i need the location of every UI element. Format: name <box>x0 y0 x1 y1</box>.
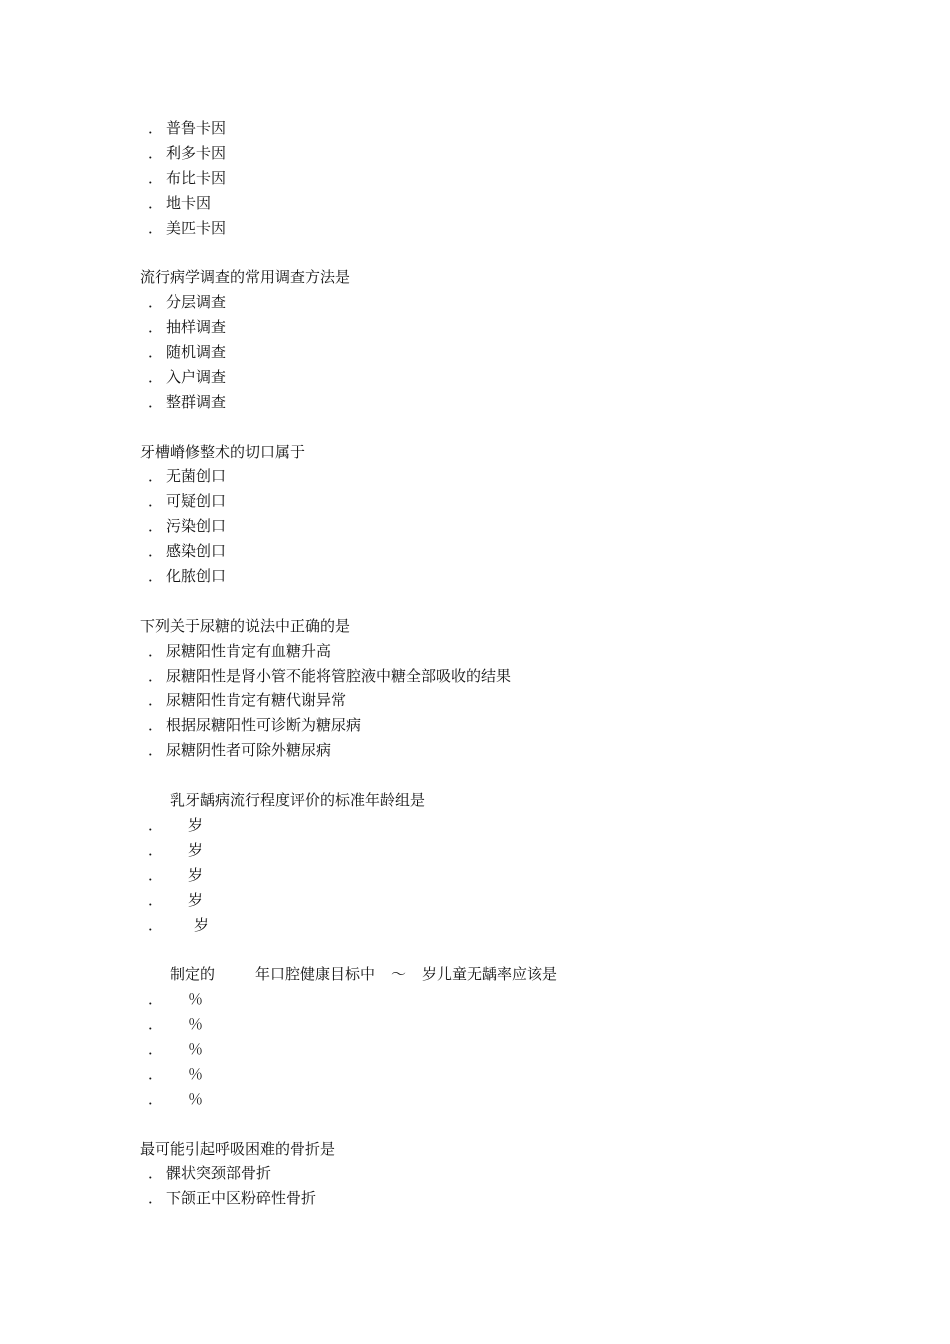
option-marker: ． <box>148 343 164 362</box>
option-item <box>140 216 840 241</box>
option-marker: ． <box>148 392 164 411</box>
spacer <box>140 240 840 265</box>
option-marker: ． <box>148 815 164 834</box>
option-text: 尿糖阳性肯定有血糖升高 <box>166 641 332 660</box>
option-marker: ． <box>148 691 164 710</box>
option-item <box>140 365 840 390</box>
option-marker: ． <box>148 1015 164 1034</box>
question-block <box>140 962 840 1111</box>
question-stem: 乳牙龋病流行程度评价的标准年龄组是 <box>170 791 426 810</box>
option-text: 岁 <box>194 915 210 934</box>
option-item <box>140 1186 840 1211</box>
option-item <box>140 1037 840 1062</box>
option-text: 普鲁卡因 <box>166 119 227 137</box>
option-item <box>140 1087 840 1112</box>
option-item <box>140 290 840 315</box>
option-marker: ． <box>148 119 164 137</box>
question-stem: 最可能引起呼吸困难的骨折是 <box>140 1139 336 1158</box>
spacer <box>140 589 840 614</box>
option-text: ％ <box>188 990 204 1009</box>
option-item <box>140 987 840 1012</box>
option-text: 尿糖阳性肯定有糖代谢异常 <box>166 691 347 710</box>
option-marker: ． <box>148 218 164 237</box>
option-text: 美匹卡因 <box>166 218 227 237</box>
option-item <box>140 1012 840 1037</box>
question-block <box>140 788 840 937</box>
option-text: 尿糖阳性是肾小管不能将管腔液中糖全部吸收的结果 <box>166 666 512 685</box>
option-marker: ． <box>148 542 164 561</box>
option-item <box>140 639 840 664</box>
question-block <box>140 440 840 589</box>
option-marker: ． <box>148 318 164 337</box>
option-text: 岁 <box>188 815 204 834</box>
option-text: ％ <box>188 1089 204 1108</box>
option-item <box>140 315 840 340</box>
option-item <box>140 1062 840 1087</box>
option-item <box>140 738 840 763</box>
stem-part: 岁儿童无龋率应该是 <box>422 965 558 984</box>
option-marker: ． <box>148 168 164 187</box>
option-text: 感染创口 <box>166 542 227 561</box>
option-text: ％ <box>188 1064 204 1083</box>
option-marker: ． <box>148 492 164 511</box>
option-text: 尿糖阴性者可除外糖尿病 <box>166 741 332 760</box>
question-block <box>140 1137 840 1212</box>
stem-part: 制定的 <box>170 965 216 984</box>
option-item <box>140 838 840 863</box>
spacer <box>140 937 840 962</box>
option-marker: ． <box>148 367 164 386</box>
option-item <box>140 116 840 141</box>
option-marker: ． <box>148 641 164 660</box>
question-list <box>140 116 840 1211</box>
option-text: 下颌正中区粉碎性骨折 <box>166 1189 317 1208</box>
option-marker: ． <box>148 143 164 162</box>
option-item <box>140 514 840 539</box>
option-marker: ． <box>148 990 164 1009</box>
option-item <box>140 863 840 888</box>
option-text: 岁 <box>188 865 204 884</box>
option-marker: ． <box>148 1064 164 1083</box>
option-marker: ． <box>148 1164 164 1183</box>
option-marker: ． <box>148 865 164 884</box>
option-text: 岁 <box>188 890 204 909</box>
option-item <box>140 166 840 191</box>
option-marker: ． <box>148 1189 164 1208</box>
option-text: 整群调查 <box>166 392 227 411</box>
option-item <box>140 141 840 166</box>
option-item <box>140 539 840 564</box>
option-marker: ． <box>148 716 164 735</box>
option-marker: ． <box>148 741 164 760</box>
option-marker: ． <box>148 467 164 486</box>
option-item <box>140 688 840 713</box>
option-item <box>140 813 840 838</box>
option-item <box>140 464 840 489</box>
stem-part: ～ <box>391 965 407 984</box>
option-item <box>140 390 840 415</box>
option-text: 根据尿糖阳性可诊断为糖尿病 <box>166 716 362 735</box>
question-stem: 流行病学调查的常用调查方法是 <box>140 268 351 287</box>
question-stem <box>140 962 840 987</box>
option-text: 可疑创口 <box>166 492 227 511</box>
question-block <box>140 116 840 240</box>
option-item <box>140 191 840 216</box>
stem-part: 年口腔健康目标中 <box>255 965 376 984</box>
option-marker: ． <box>148 666 164 685</box>
option-text: 分层调查 <box>166 293 227 312</box>
option-text: 污染创口 <box>166 517 227 536</box>
option-text: 无菌创口 <box>166 467 227 486</box>
option-text: 地卡因 <box>166 193 212 212</box>
spacer <box>140 415 840 440</box>
option-text: 化脓创口 <box>166 567 227 586</box>
option-text: ％ <box>188 1015 204 1034</box>
option-text: ％ <box>188 1039 204 1058</box>
option-text: 利多卡因 <box>166 143 227 162</box>
option-text: 髁状突颈部骨折 <box>166 1164 272 1183</box>
question-stem: 下列关于尿糖的说法中正确的是 <box>140 616 351 635</box>
question-stem: 牙槽嵴修整术的切口属于 <box>140 442 306 461</box>
option-marker: ． <box>148 915 164 934</box>
option-item <box>140 713 840 738</box>
option-marker: ． <box>148 517 164 536</box>
option-marker: ． <box>148 840 164 859</box>
option-marker: ． <box>148 890 164 909</box>
spacer <box>140 763 840 788</box>
option-item <box>140 913 840 938</box>
option-text: 抽样调查 <box>166 318 227 337</box>
question-block <box>140 265 840 414</box>
option-item <box>140 888 840 913</box>
spacer <box>140 1112 840 1137</box>
option-marker: ． <box>148 1089 164 1108</box>
option-item <box>140 664 840 689</box>
option-marker: ． <box>148 1039 164 1058</box>
option-text: 布比卡因 <box>166 168 227 187</box>
option-text: 岁 <box>188 840 204 859</box>
option-item <box>140 489 840 514</box>
option-text: 入户调查 <box>166 367 227 386</box>
question-block <box>140 614 840 763</box>
option-item <box>140 340 840 365</box>
option-marker: ． <box>148 293 164 312</box>
option-item <box>140 1161 840 1186</box>
option-marker: ． <box>148 567 164 586</box>
option-marker: ． <box>148 193 164 212</box>
option-item <box>140 564 840 589</box>
option-text: 随机调查 <box>166 343 227 362</box>
